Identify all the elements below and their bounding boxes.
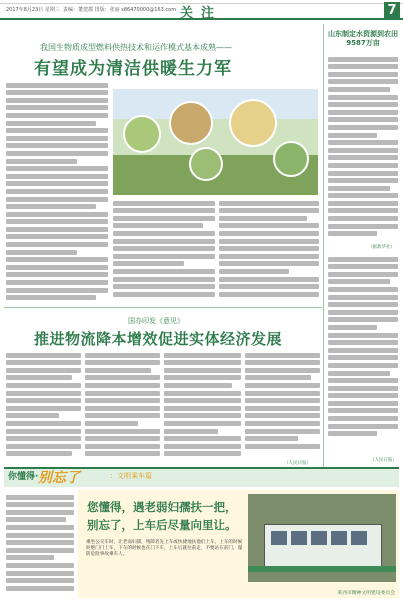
header-date: 2017年8月23日 星期三 责编：董建郡 排版：张丽 s86470000@163.com [6, 7, 177, 13]
bus-slogan-1: 您懂得，遇老弱妇孺扶一把， [87, 500, 237, 514]
bottom-article-col-3 [164, 350, 241, 462]
main-headline: 有望成为清洁供暖生力军 [34, 59, 232, 79]
bus-ad-paragraph: 乘坐公交车时，让老弱妇孺，残障者先上车或快捷地扶他们上车。上车的时候拒绝门门上车，下车的时候也在门下车，上车后就往前走，不要站在前门，谨防危险事故乘车人。 [86, 540, 243, 558]
page-header [0, 0, 403, 20]
bottom-article-col-4 [245, 350, 320, 462]
sidebar-divider [323, 24, 324, 480]
bus-photo [248, 494, 396, 582]
bottom-headline: 推进物流降本增效促进实体经济发展 [34, 330, 283, 348]
bus-ad-source: 莱西市精神文明建设委员会 [337, 591, 395, 596]
bottom-article-col-1 [6, 350, 81, 462]
bottom-article-author: （人民日报） [284, 461, 311, 466]
sidebar-text-2 [328, 254, 398, 456]
page-number: 7 [384, 2, 400, 19]
banner-big-text: 别忘了 [38, 470, 80, 486]
banner-side-text [6, 492, 74, 596]
sidebar-author-2: （人民日报） [370, 458, 397, 463]
section-name: 关注 [180, 6, 223, 21]
sidebar-headline: 山东制定水资源到农田9587万亩 [328, 30, 398, 47]
article-divider [4, 307, 322, 308]
banner-subtitle: ：文明乘车篇 [110, 472, 152, 480]
bus-shape [264, 524, 382, 572]
biomass-fuel-photo [113, 89, 318, 195]
main-article-col-1 [6, 80, 108, 302]
bottom-pre-title: 国办印发《意见》 [128, 317, 184, 325]
bus-slogan-2: 别忘了，上车后尽量向里让。 [87, 518, 237, 532]
sidebar-text-1 [328, 54, 398, 242]
banner-label: 你懂得· [8, 472, 39, 482]
main-article-col-2 [113, 198, 215, 302]
main-pre-title: 我国生物质成型燃料供热技术和运作模式基本成熟—— [40, 43, 232, 52]
main-article-col-3 [219, 198, 319, 302]
bottom-article-col-2 [85, 350, 160, 462]
sidebar-author-1: （据新华社） [368, 245, 395, 250]
